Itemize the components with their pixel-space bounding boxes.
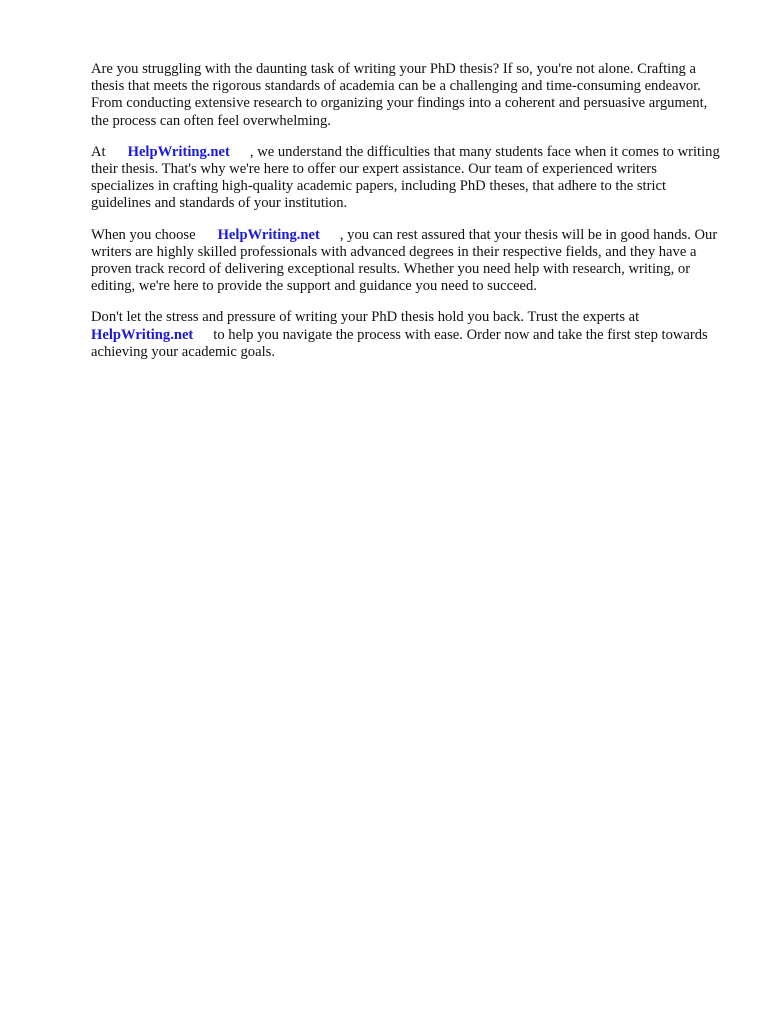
paragraph-about-lead: At (91, 143, 106, 160)
paragraph-cta (91, 309, 721, 361)
paragraph-intro-text: Are you struggling with the daunting task of writing your PhD thesis? If so, you're not alone. Crafting a thesis that meets the rigorous standards of academia can be a challenging and time-consuming endeavor. From conducting extensive research to organizing your findings into a coherent and persuasive argument, the process can often feel overwhelming. (91, 61, 708, 129)
paragraph-choose-text: , you can rest assured that your thesis will be in good hands. Our writers are highly skilled professionals with advanced degrees in their respective fields, and they have a proven track record of delivering exceptional results. Whether you need help with research, writing, or editing, we're here to provide the support and guidance you need to succeed. (91, 226, 718, 295)
paragraph-about-text: , we understand the difficulties that many students face when it comes to writing their thesis. That's why we're here to offer our expert assistance. Our team of experienced writers specializes in crafting high-quality academic papers, including PhD theses, that adhere to the strict guidelines and standards of your institution. (91, 143, 720, 212)
paragraph-intro (91, 61, 721, 130)
paragraph-cta-lead: Don't let the stress and pressure of writing your PhD thesis hold you back. Trust the experts at (91, 309, 640, 326)
paragraph-about (91, 144, 721, 213)
helpwriting-link-2[interactable]: HelpWriting.net (217, 226, 320, 243)
paragraph-choose (91, 227, 721, 296)
helpwriting-link-1[interactable]: HelpWriting.net (127, 143, 230, 160)
helpwriting-link-3[interactable]: HelpWriting.net (91, 326, 194, 343)
document-body (91, 61, 721, 375)
paragraph-cta-text: to help you navigate the process with ease. Order now and take the first step towards achieving your academic goals. (91, 326, 708, 360)
paragraph-choose-lead: When you choose (91, 226, 196, 243)
